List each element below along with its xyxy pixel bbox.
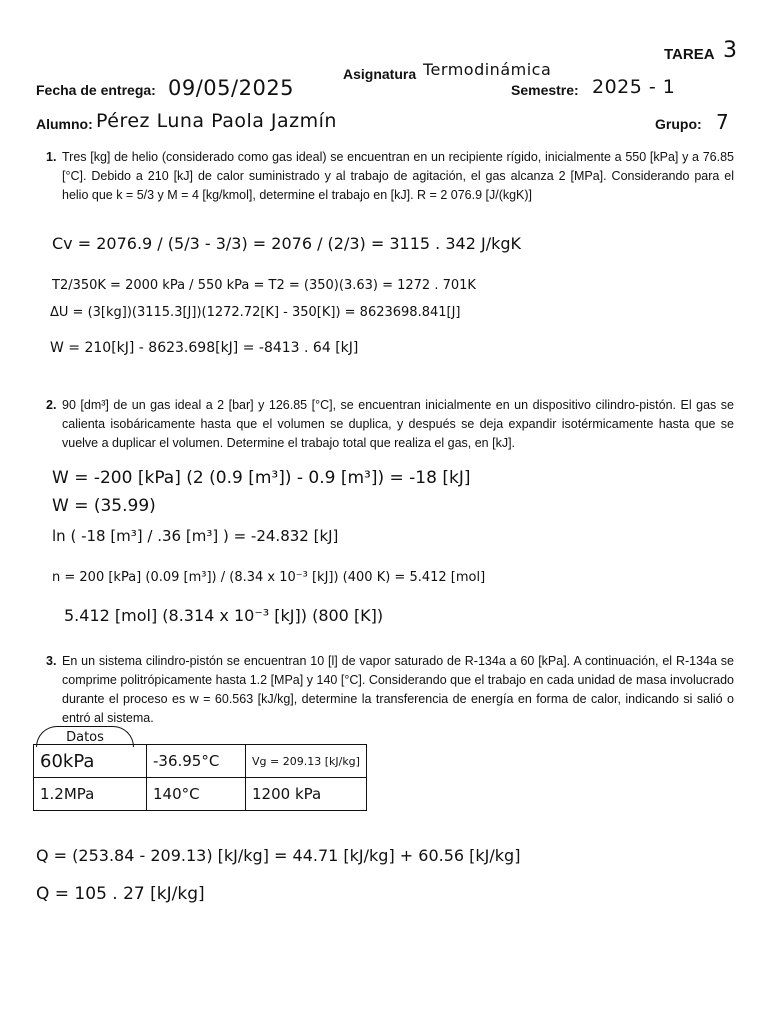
table-cell: 1200 kPa — [246, 778, 367, 811]
alumno-value: Pérez Luna Paola Jazmín — [96, 110, 337, 132]
p2-work-line-5: 5.412 [mol] (8.314 x 10⁻³ [kJ]) (800 [K]) — [64, 606, 384, 625]
problem-2-number: 2. — [46, 398, 57, 412]
p1-work-line-2: T2/350K = 2000 kPa / 550 kPa = T2 = (350)(3.63) = 1272 . 701K — [52, 278, 476, 293]
table-cell: 1.2MPa — [34, 778, 147, 811]
problem-3-number: 3. — [46, 654, 57, 668]
semestre-label: Semestre: — [511, 82, 579, 98]
alumno-label: Alumno: — [36, 116, 93, 132]
table-row — [34, 745, 367, 778]
fecha-value: 09/05/2025 — [168, 76, 295, 100]
table-row — [34, 778, 367, 811]
p2-work-line-1: W = -200 [kPa] (2 (0.9 [m³]) - 0.9 [m³]) = -18 [kJ] — [52, 468, 471, 488]
grupo-label: Grupo: — [655, 116, 702, 132]
table-cell: 140°C — [147, 778, 246, 811]
tarea-label: TAREA — [664, 46, 715, 63]
tarea-number: 3 — [723, 38, 738, 63]
table-cell: Vg = 209.13 [kJ/kg] — [246, 745, 367, 778]
semestre-value: 2025 - 1 — [592, 76, 676, 98]
grupo-value: 7 — [716, 110, 730, 134]
asignatura-value: Termodinámica — [423, 60, 552, 79]
problem-3-text: En un sistema cilindro-pistón se encuentran 10 [l] de vapor saturado de R-134a a 60 [kPa]. A continuación, el R-134a se comprime politrópicamente hasta 1.2 [MPa] y 140 [°C]. Considerando que el trabajo en cada unidad de masa involucrado durante el proceso es w = 60.563 [kJ/kg], determine la transferencia de energía en forma de calor, indicando si salió o entró al sistema. — [62, 654, 734, 725]
problem-2 — [40, 396, 734, 453]
datos-table — [33, 744, 367, 811]
problem-1 — [40, 148, 734, 205]
problem-2-text: 90 [dm³] de un gas ideal a 2 [bar] y 126.85 [°C], se encuentran inicialmente en un dispositivo cilindro-pistón. El gas se calienta isobáricamente hasta que el volumen se duplica, y después se deja expandir isotérmicamente hasta que se vuelve a duplicar el volumen. Determine el trabajo total que realiza el gas, en [kJ]. — [62, 398, 734, 450]
problem-1-text: Tres [kg] de helio (considerado como gas ideal) se encuentran en un recipiente rígido, inicialmente a 550 [kPa] y a 76.85 [°C]. Debido a 210 [kJ] de calor suministrado y al trabajo de agitación, el gas alcanza 2 [MPa]. Considerando para el helio que k = 5/3 y M = 4 [kg/kmol], determine el trabajo en [kJ]. R = 2 076.9 [J/(kgK)] — [62, 150, 734, 202]
p3-work-line-1: Q = (253.84 - 209.13) [kJ/kg] = 44.71 [kJ/kg] + 60.56 [kJ/kg] — [36, 846, 521, 865]
p2-work-line-3: ln ( -18 [m³] / .36 [m³] ) = -24.832 [kJ] — [52, 527, 339, 545]
p3-work-line-2: Q = 105 . 27 [kJ/kg] — [36, 884, 205, 904]
table-cell: -36.95°C — [147, 745, 246, 778]
fecha-label: Fecha de entrega: — [36, 82, 156, 98]
datos-table-label: Datos — [36, 726, 134, 747]
table-cell: 60kPa — [34, 745, 147, 778]
problem-3 — [40, 652, 734, 728]
p2-work-line-2: W = (35.99) — [52, 496, 156, 516]
p1-work-line-4: W = 210[kJ] - 8623.698[kJ] = -8413 . 64 [kJ] — [50, 340, 359, 356]
p1-work-line-3: ΔU = (3[kg])(3115.3[J])(1272.72[K] - 350[K]) = 8623698.841[J] — [50, 305, 461, 320]
p1-work-line-1: Cv = 2076.9 / (5/3 - 3/3) = 2076 / (2/3) = 3115 . 342 J/kgK — [52, 234, 521, 253]
asignatura-label: Asignatura — [343, 66, 417, 82]
problem-1-number: 1. — [46, 150, 57, 164]
p2-work-line-4: n = 200 [kPa] (0.09 [m³]) / (8.34 x 10⁻³ [kJ]) (400 K) = 5.412 [mol] — [52, 570, 486, 585]
